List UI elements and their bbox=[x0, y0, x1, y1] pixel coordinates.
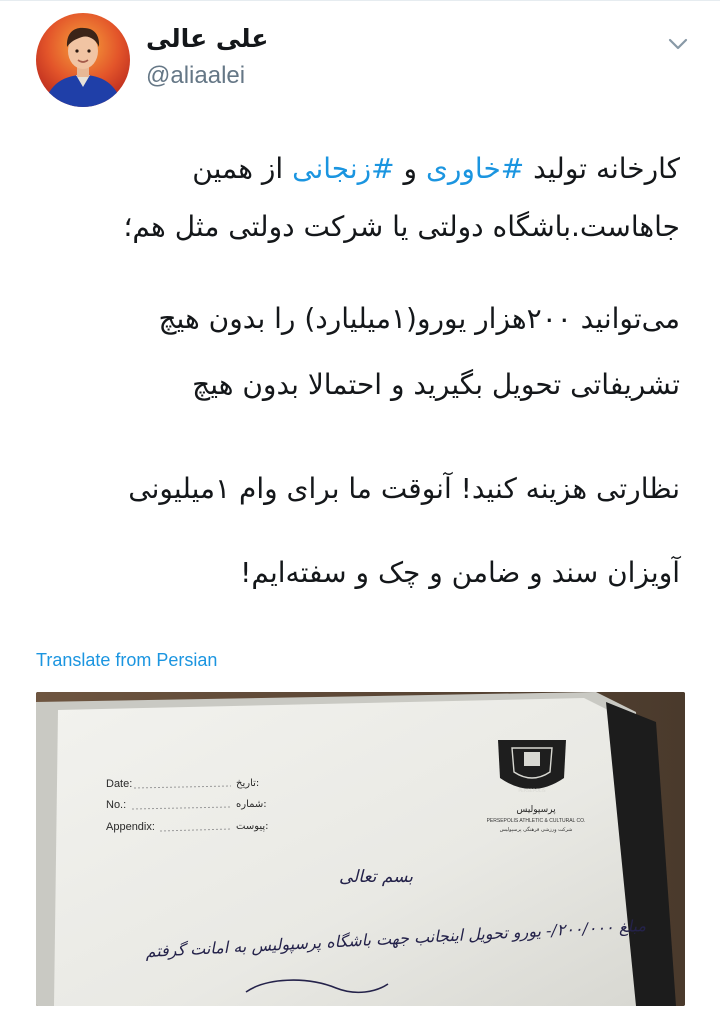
club-name-en: PERSEPOLIS ATHLETIC & CULTURAL CO. bbox=[486, 818, 586, 824]
tweet-line: آویزان سند و ضامن و چک و سفته‌ایم! bbox=[240, 556, 680, 589]
appendix-label: Appendix: bbox=[106, 821, 155, 833]
tweet-text bbox=[30, 140, 680, 602]
profile-photo-icon bbox=[36, 13, 130, 107]
tweet-text-segment: و bbox=[394, 152, 426, 185]
tweet-line: می‌توانید ۲۰۰هزار یورو(۱میلیارد) را بدون هیچ bbox=[158, 302, 680, 335]
handwritten-heading: بسم تعالی bbox=[338, 867, 414, 887]
letter-photo-icon bbox=[36, 692, 685, 1006]
tweet-photo[interactable] bbox=[36, 692, 685, 1006]
number-label-fa: شماره: bbox=[236, 799, 267, 810]
hashtag-link[interactable]: #زنجانی bbox=[292, 152, 395, 185]
handwritten-body: مبلغ ۲۰۰/۰۰۰/- یورو تحویل اینجانب جهت باشگاه پرسپولیس به امانت گرفتم bbox=[145, 915, 647, 962]
hashtag-link[interactable]: #خاوری bbox=[425, 152, 525, 185]
tweet-line: جاهاست.باشگاه دولتی یا شرکت دولتی مثل هم؛ bbox=[123, 210, 680, 243]
tweet-text-segment: کارخانه تولید bbox=[524, 152, 680, 185]
tweet-line bbox=[30, 140, 680, 198]
date-label-fa: تاریخ: bbox=[236, 778, 260, 789]
tweet-line: نظارتی هزینه کنید! آنوقت ما برای وام ۱میلیونی bbox=[128, 472, 680, 505]
display-name[interactable]: علی عالی bbox=[146, 24, 269, 53]
translate-link[interactable]: Translate from Persian bbox=[36, 650, 218, 670]
club-name-fa: پرسپولیس bbox=[516, 805, 556, 815]
date-label: Date: bbox=[106, 778, 133, 790]
avatar[interactable] bbox=[36, 13, 130, 107]
user-handle[interactable]: @aliaalei bbox=[146, 62, 246, 89]
chevron-down-icon[interactable] bbox=[664, 32, 692, 56]
number-label: No.: bbox=[106, 799, 127, 811]
tweet-line: تشریفاتی تحویل بگیرید و احتمالا بدون هیچ bbox=[192, 368, 680, 401]
logo-text: PERSEPOLIS bbox=[518, 789, 546, 794]
club-desc-fa: شرکت ورزشی فرهنگی پرسپولیس bbox=[499, 827, 573, 833]
tweet-text-segment: از همین bbox=[192, 152, 293, 185]
appendix-label-fa: پیوست: bbox=[236, 821, 269, 832]
tweet-header bbox=[0, 0, 720, 120]
